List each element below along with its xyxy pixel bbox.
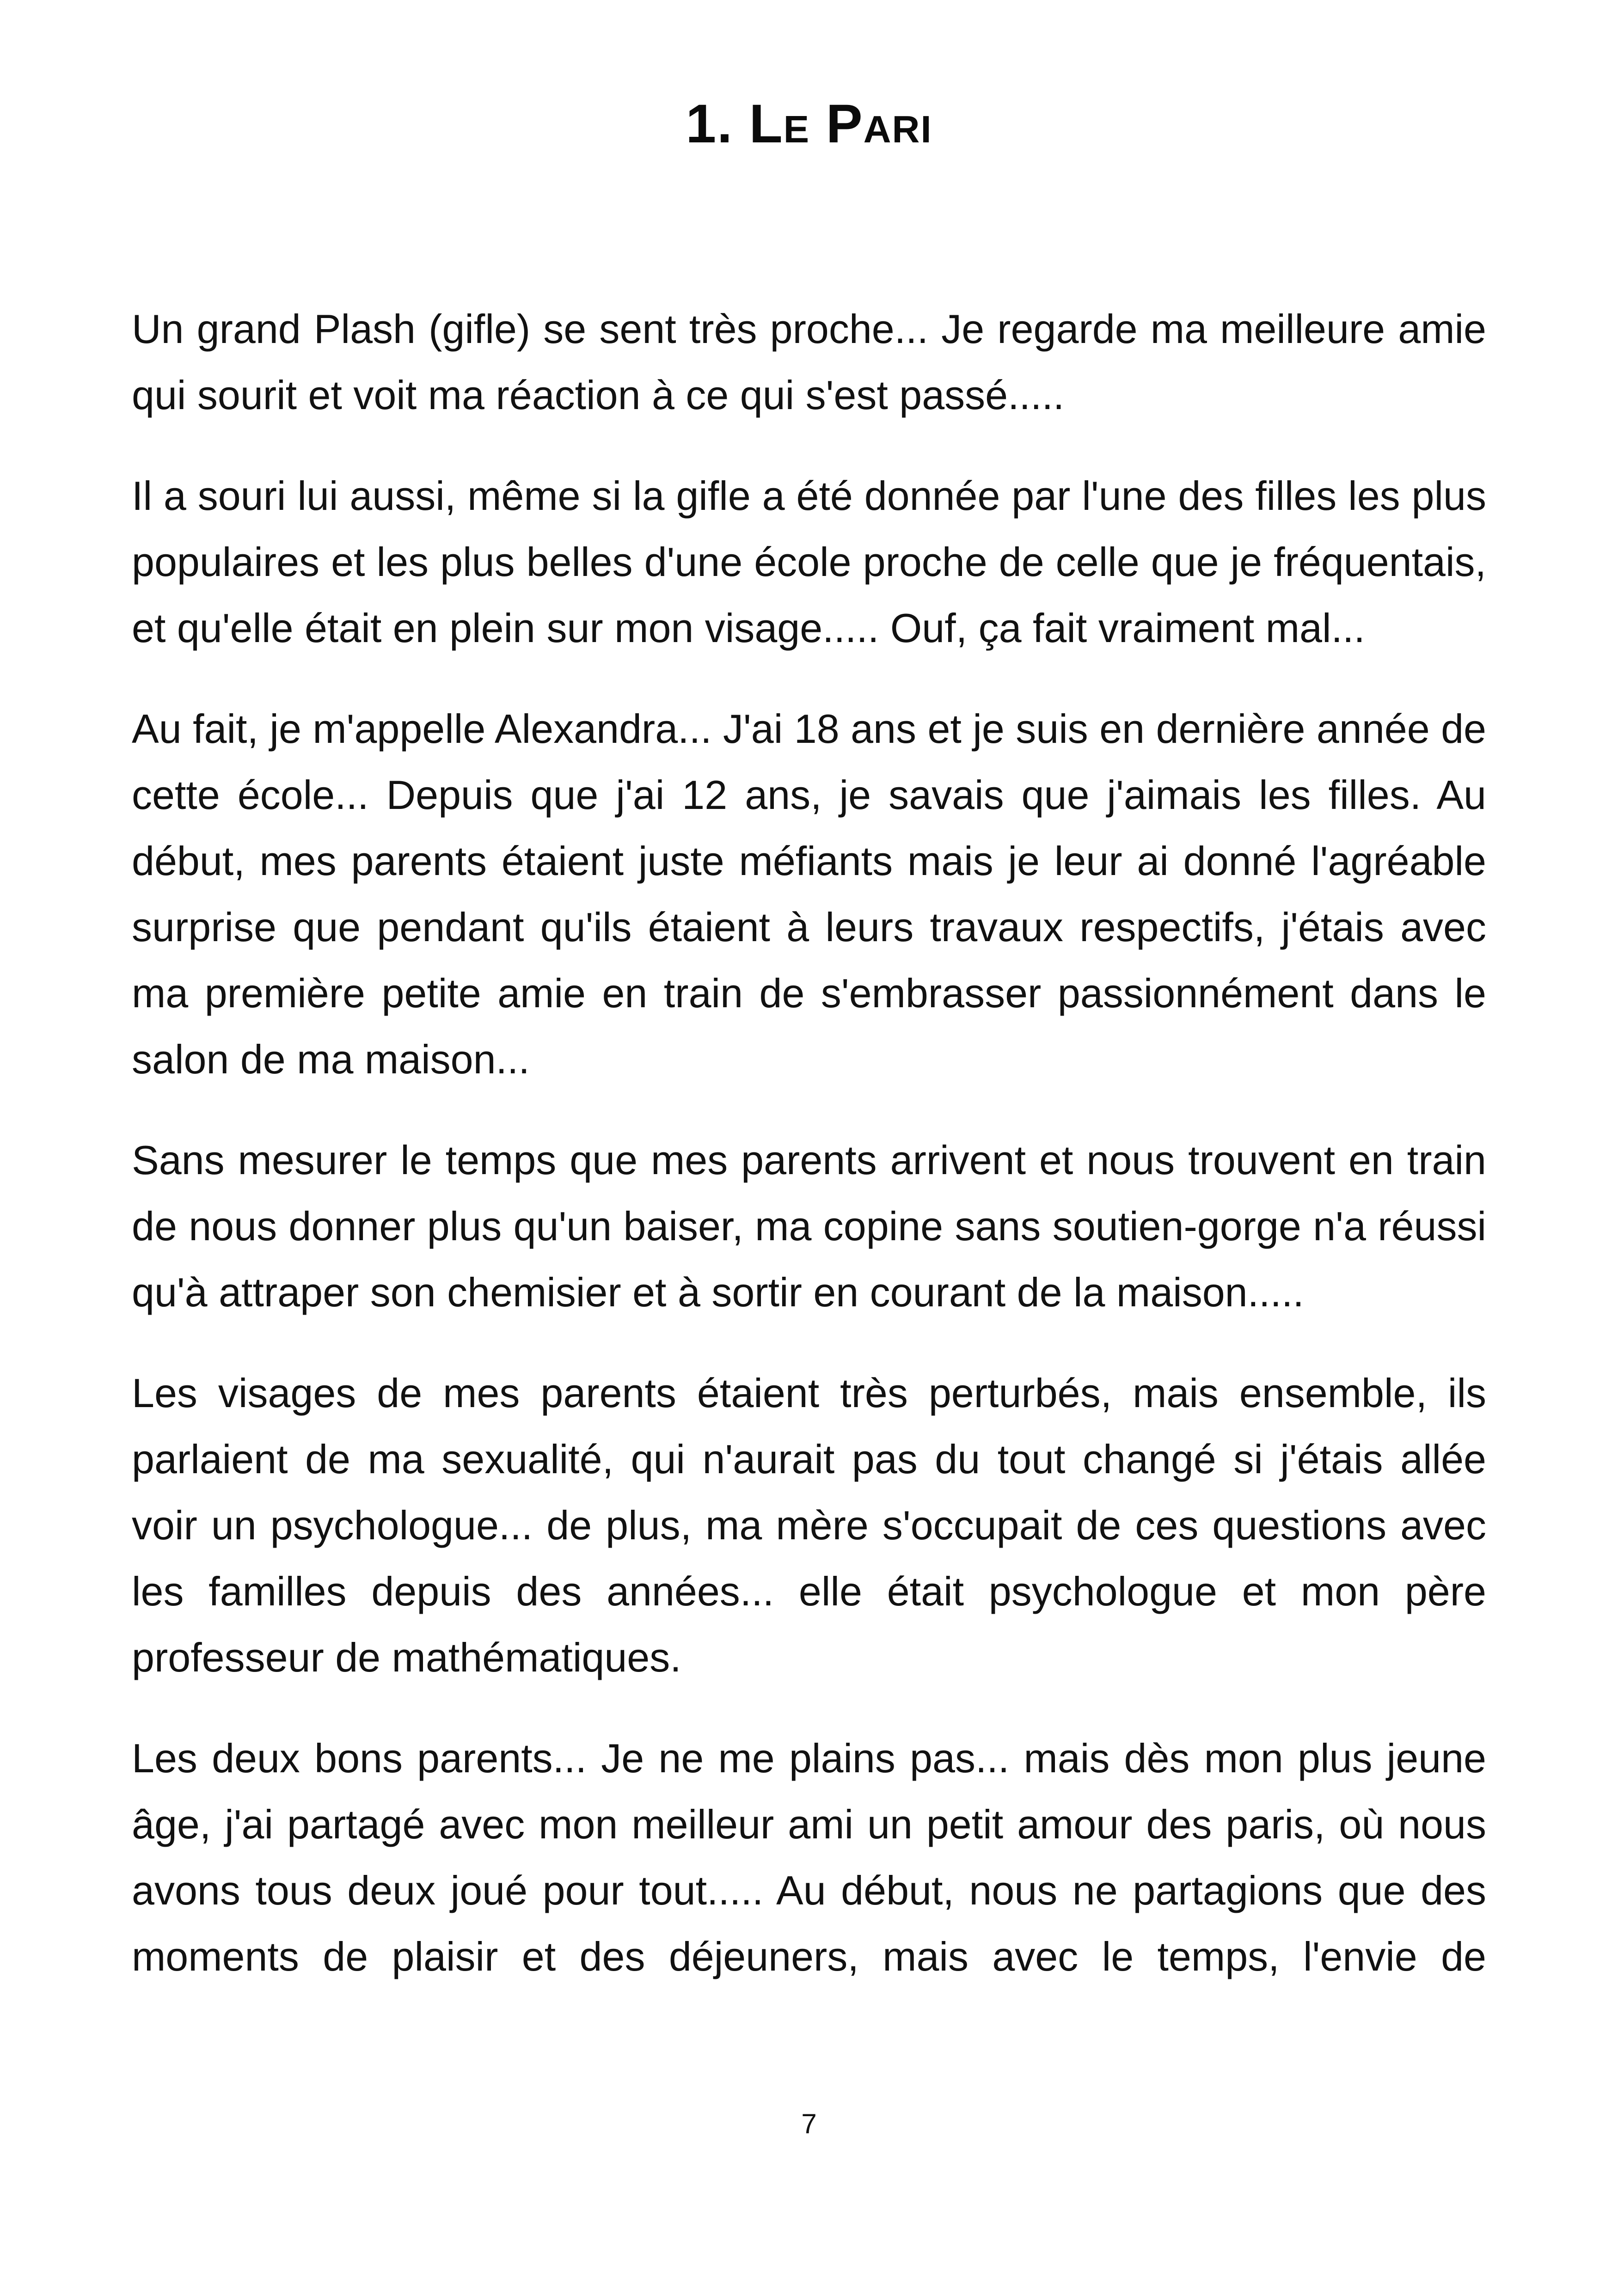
body-text [132,296,1486,1990]
paragraph-5: Les visages de mes parents étaient très perturbés, mais ensemble, ils parlaient de ma sexualité, qui n'aurait pas du tout changé si j'étais allée voir un psychologue... de plus, ma mère s'occupait de ces questions avec les familles depuis des années... elle était psychologue et mon père professeur de mathématiques. [132,1370,1486,1680]
paragraph-1: Un grand Plash (gifle) se sent très proche... Je regarde ma meilleure amie qui sourit et voit ma réaction à ce qui s'est passé..... [132,306,1486,418]
chapter-title-text: Le Pari [749,93,932,154]
paragraph-2: Il a souri lui aussi, même si la gifle a été donnée par l'une des filles les plus populaires et les plus belles d'une école proche de celle que je fréquentais, et qu'elle était en plein sur mon visage..... Ouf, ça fait vraiment mal... [132,473,1486,651]
paragraph-3: Au fait, je m'appelle Alexandra... J'ai 18 ans et je suis en dernière année de cette école... Depuis que j'ai 12 ans, je savais que j'aimais les filles. Au début, mes parents étaient juste méfiants mais je leur ai donné l'agréable surprise que pendant qu'ils étaient à leurs travaux respectifs, j'étais avec ma première petite amie en train de s'embrasser passionnément dans le salon de ma maison... [132,706,1486,1082]
page-number: 7 [801,2108,817,2139]
chapter-title [0,92,1618,155]
chapter-number: 1. [686,93,733,154]
paragraph-4: Sans mesurer le temps que mes parents arrivent et nous trouvent en train de nous donner plus qu'un baiser, ma copine sans soutien-gorge n'a réussi qu'à attraper son chemisier et à sortir en courant de la maison..... [132,1137,1486,1315]
paragraph-6: Les deux bons parents... Je ne me plains pas... mais dès mon plus jeune âge, j'ai partagé avec mon meilleur ami un petit amour des paris, où nous avons tous deux joué pour tout..... Au début, nous ne partagions que des moments de plaisir et des déjeuners, mais avec le temps, l'envie de [132,1735,1486,1979]
